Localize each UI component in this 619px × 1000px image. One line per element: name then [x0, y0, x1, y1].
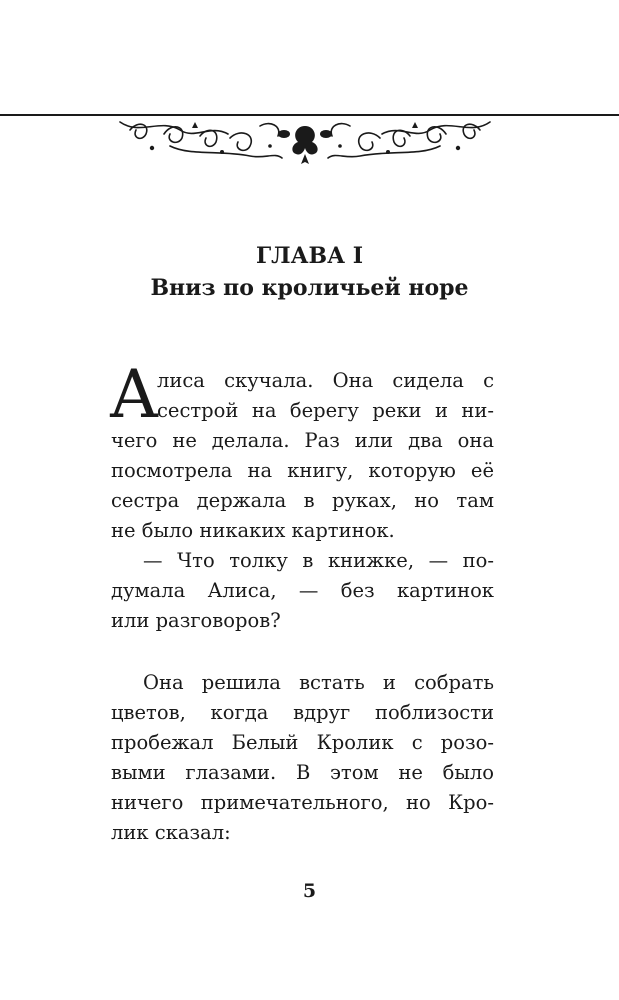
- paragraph-line: выми глазами. В этом не было: [111, 761, 494, 784]
- body-text-bottom: [111, 668, 494, 848]
- page-number: 5: [302, 880, 317, 902]
- paragraph-line: лик сказал:: [111, 821, 231, 844]
- paragraph-line: ничего примечательного, но Кро-: [111, 791, 494, 814]
- paragraph-line: или разговоров?: [111, 609, 281, 632]
- paragraph-line: думала Алиса, — без картинок: [111, 579, 494, 602]
- paragraph-line: Она решила встать и собрать: [143, 671, 494, 694]
- paragraph-line: сестрой на берегу реки и ни-: [157, 399, 494, 422]
- paragraph-line: сестра держала в руках, но там: [111, 489, 494, 512]
- paragraph-line: пробежал Белый Кролик с розо-: [111, 731, 494, 754]
- paragraph-line: посмотрела на книгу, которую её: [111, 459, 494, 482]
- floral-ornament: [110, 116, 500, 168]
- chapter-heading: [0, 240, 619, 304]
- chapter-number: ГЛАВА I: [255, 243, 364, 269]
- paragraph-line: чего не делала. Раз или два она: [111, 429, 494, 452]
- chapter-title: Вниз по кроличьей норе: [150, 275, 469, 301]
- paragraph-line: не было никаких картинок.: [111, 519, 395, 542]
- paragraph-line: — Что толку в книжке, — по-: [143, 549, 494, 572]
- body-text-top: [109, 356, 494, 636]
- drop-cap: А: [109, 356, 159, 433]
- paragraph-line: лиса скучала. Она сидела с: [157, 369, 494, 392]
- paragraph-line: цветов, когда вдруг поблизости: [111, 701, 494, 724]
